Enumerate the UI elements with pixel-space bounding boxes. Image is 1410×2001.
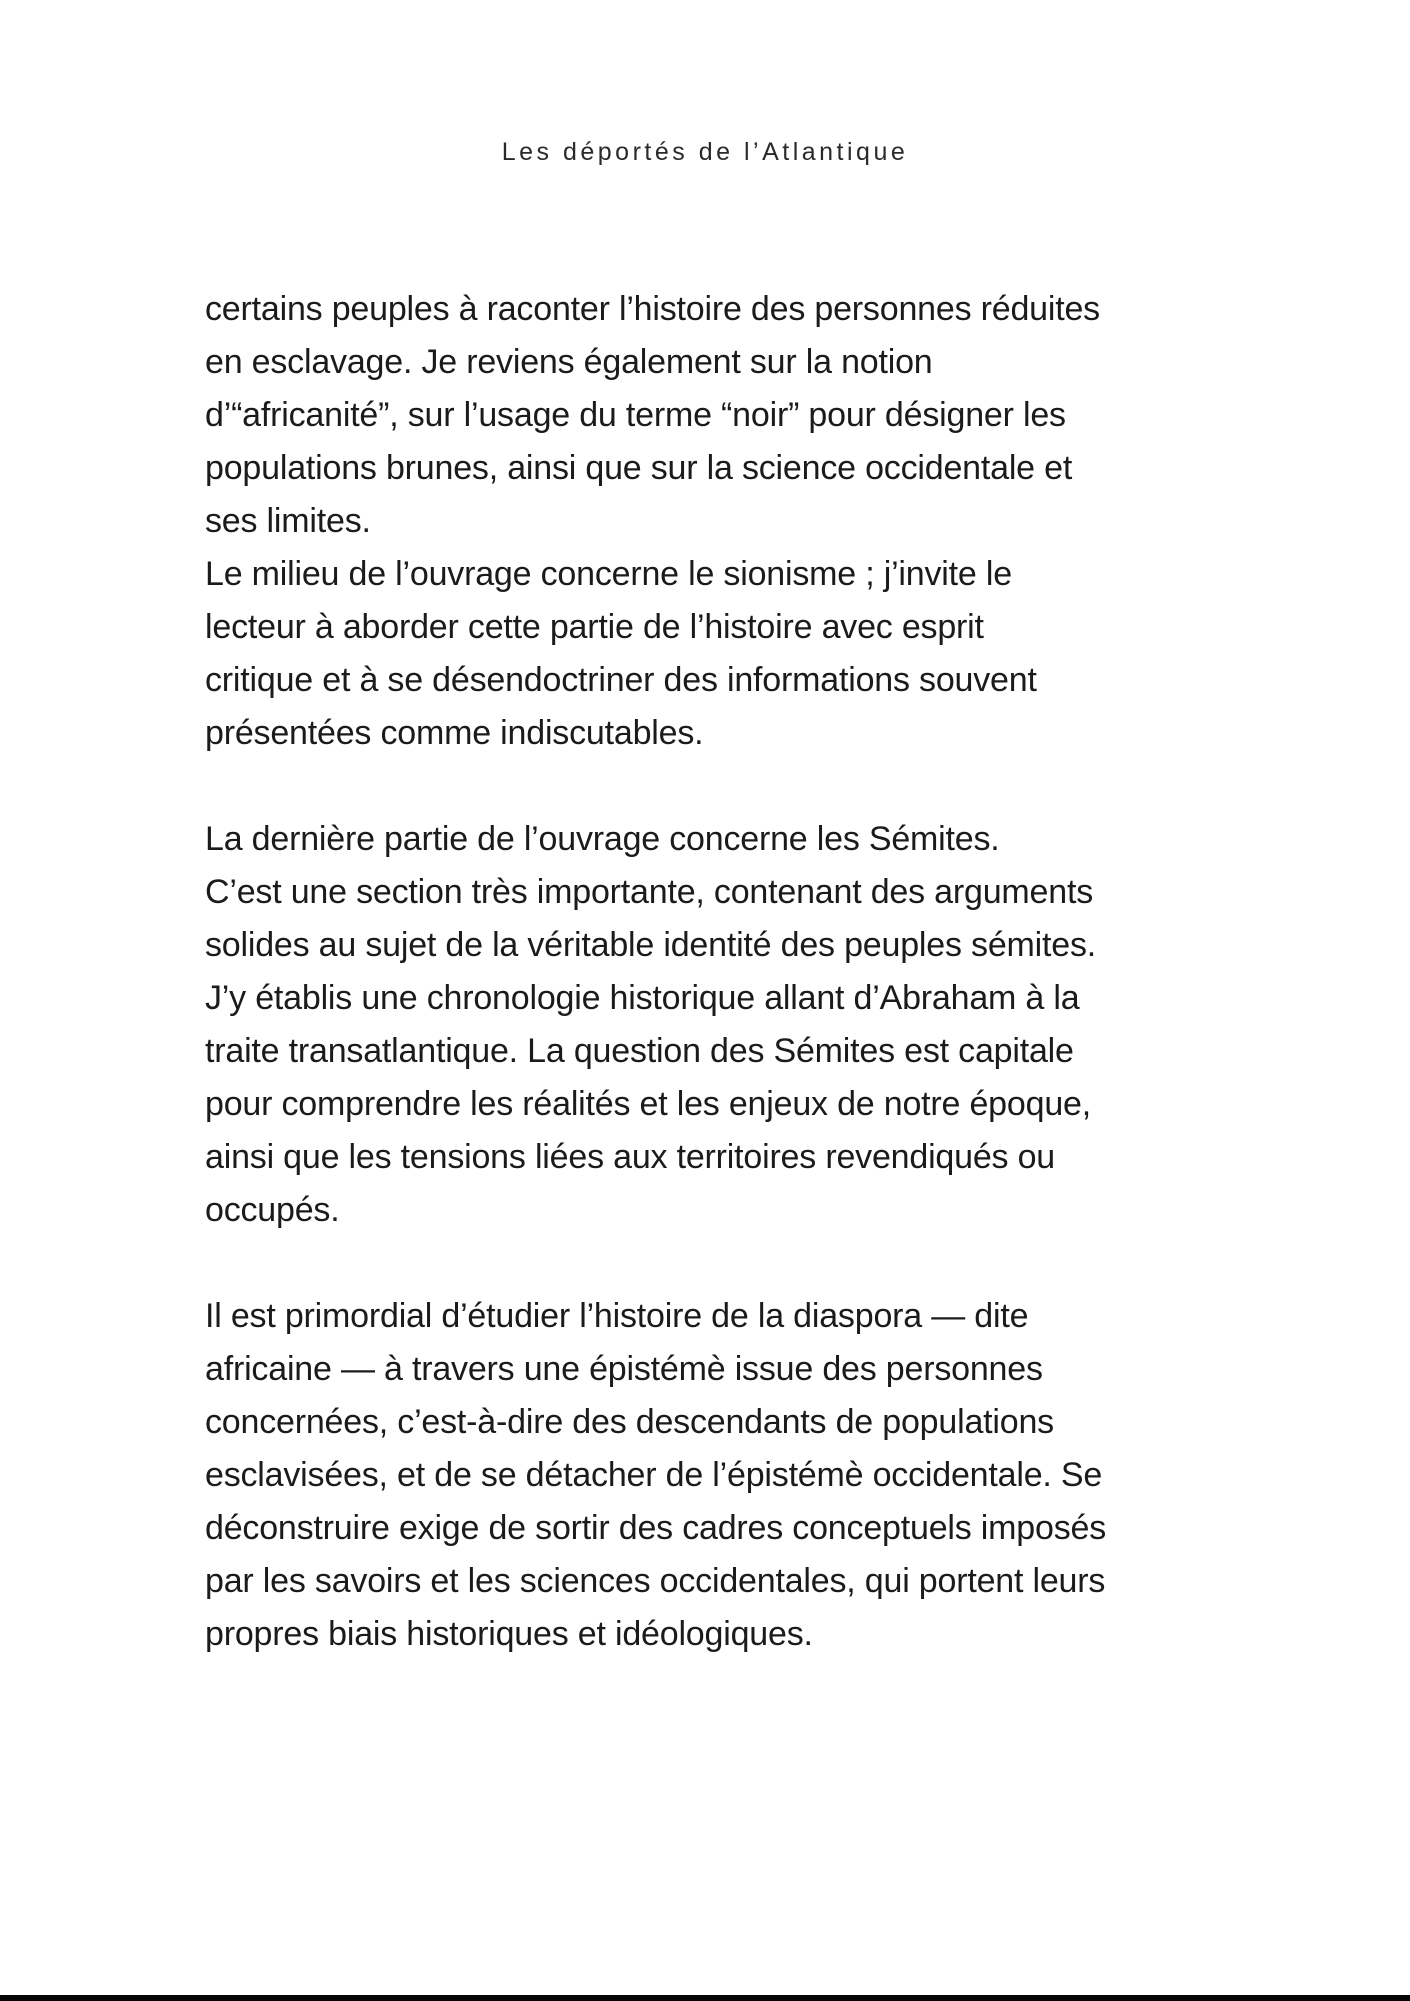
paragraph (205, 813, 1106, 1237)
text-line: présentées comme indiscutables. (205, 714, 704, 752)
text-line: déconstruire exige de sortir des cadres conceptuels imposés (205, 1509, 1107, 1547)
paragraph (205, 283, 1106, 760)
text-line: par les savoirs et les sciences occidentales, qui portent leurs (205, 1562, 1106, 1600)
text-line: africaine — à travers une épistémè issue des personnes (205, 1350, 1043, 1388)
text-line: occupés. (205, 1191, 340, 1229)
paragraph (205, 1290, 1106, 1661)
bottom-bar (0, 1995, 1410, 2001)
text-line: certains peuples à raconter l’histoire des personnes réduites (205, 290, 1100, 328)
body-text (205, 283, 1106, 1661)
text-line: Le milieu de l’ouvrage concerne le sionisme ; j’invite le (205, 555, 1012, 593)
text-line: J’y établis une chronologie historique allant d’Abraham à la (205, 979, 1080, 1017)
text-line: concernées, c’est-à-dire des descendants de populations (205, 1403, 1054, 1441)
text-line: solides au sujet de la véritable identité des peuples sémites. (205, 926, 1097, 964)
text-line: ses limites. (205, 502, 371, 540)
text-line: La dernière partie de l’ouvrage concerne les Sémites. (205, 820, 1000, 858)
page-title: Les déportés de l’Atlantique (501, 138, 909, 166)
text-line: propres biais historiques et idéologiques. (205, 1615, 813, 1653)
text-line: ainsi que les tensions liées aux territoires revendiqués ou (205, 1138, 1056, 1176)
text-line: populations brunes, ainsi que sur la science occidentale et (205, 449, 1073, 487)
text-line: lecteur à aborder cette partie de l’histoire avec esprit (205, 608, 984, 646)
text-line: C’est une section très importante, contenant des arguments (205, 873, 1094, 911)
text-line: traite transatlantique. La question des Sémites est capitale (205, 1032, 1074, 1070)
text-line: en esclavage. Je reviens également sur la notion (205, 343, 933, 381)
text-line: pour comprendre les réalités et les enjeux de notre époque, (205, 1085, 1091, 1123)
text-line: esclavisées, et de se détacher de l’épistémè occidentale. Se (205, 1456, 1103, 1494)
text-line: critique et à se désendoctriner des informations souvent (205, 661, 1037, 699)
text-line: Il est primordial d’étudier l’histoire de la diaspora — dite (205, 1297, 1029, 1335)
text-line: d’“africanité”, sur l’usage du terme “noir” pour désigner les (205, 396, 1066, 434)
